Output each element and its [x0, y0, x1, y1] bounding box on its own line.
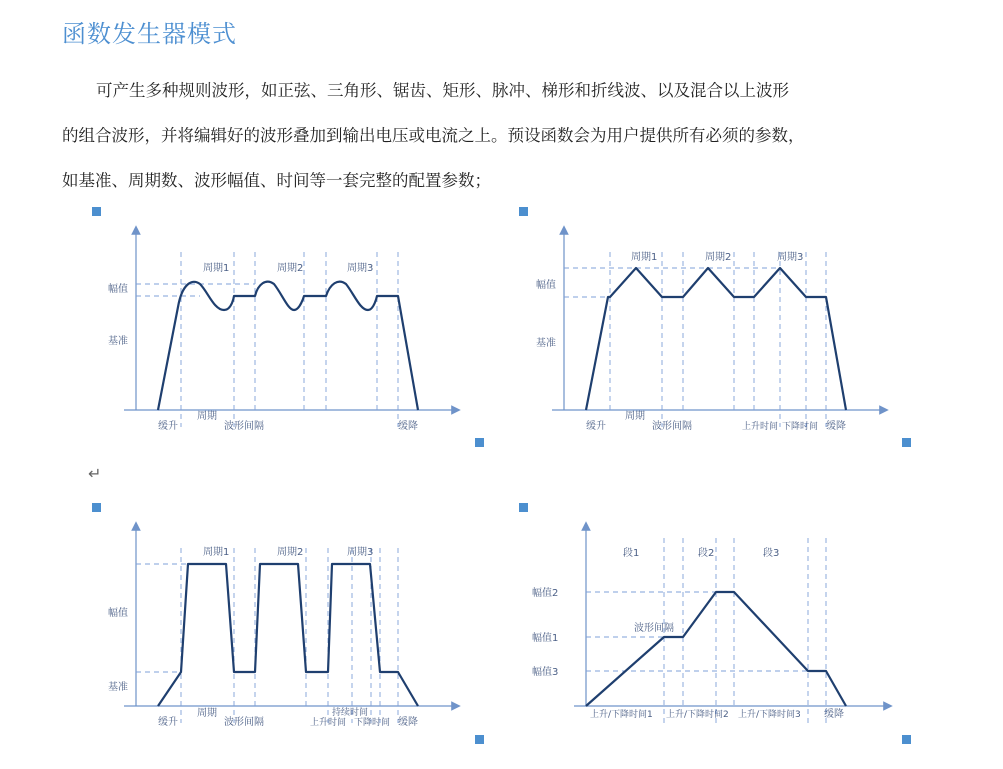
amplitude-label: 幅值: [108, 284, 128, 295]
period-label: 周期: [197, 708, 217, 719]
sine-waveform: [158, 282, 418, 410]
period-2-label: 周期2: [277, 547, 304, 558]
fall-time-label: 下降时间: [354, 718, 391, 728]
rise-fall-time-1-label: 上升/下降时间1: [590, 710, 653, 720]
segment-3-label: 段3: [763, 548, 780, 559]
rise-time-label: 上升时间: [310, 718, 347, 728]
ramp-down-label: 缓降: [398, 717, 418, 728]
paragraph-line-2: 的组合波形，并将编辑好的波形叠加到输出电压或电流之上。预设函数会为用户提供所有必须的参数，: [62, 126, 805, 145]
wave-gap-label: 波形间隔: [224, 421, 264, 432]
paragraph-line-1: 可产生多种规则波形，如正弦、三角形、锯齿、矩形、脉冲、梯形和折线波、以及混合以上波形: [96, 81, 789, 100]
period-1-label: 周期1: [203, 263, 230, 274]
sine-wave-figure: [100, 222, 470, 437]
period-2-label: 周期2: [277, 263, 304, 274]
triangle-wave-figure: [528, 222, 903, 437]
period-3-label: 周期3: [347, 263, 374, 274]
pulse-wave-figure: [100, 518, 470, 733]
rise-time-label: 上升时间: [742, 422, 779, 432]
baseline-label: 基准: [108, 682, 128, 693]
baseline-label: 基准: [536, 338, 556, 349]
rise-fall-time-3-label: 上升/下降时间3: [738, 710, 801, 720]
figure-marker: [519, 503, 528, 512]
amplitude-1-label: 幅值1: [532, 633, 559, 644]
ramp-up-label: 缓升: [586, 421, 606, 432]
figure-marker: [92, 207, 101, 216]
description-paragraph: [62, 68, 962, 203]
amplitude-label: 幅值: [536, 280, 556, 291]
section-title: 函数发生器模式: [62, 20, 237, 48]
ramp-down-label: 缓降: [398, 421, 418, 432]
figure-marker: [902, 735, 911, 744]
figure-marker: [519, 207, 528, 216]
period-3-label: 周期3: [347, 547, 374, 558]
ramp-up-label: 缓升: [158, 717, 178, 728]
figure-marker: [475, 735, 484, 744]
pulse-waveform: [158, 564, 418, 706]
baseline-label: 基准: [108, 336, 128, 347]
wave-gap-label: 波形间隔: [224, 717, 264, 728]
segment-1-label: 段1: [623, 548, 640, 559]
wave-gap-label: 波形间隔: [652, 421, 692, 432]
amplitude-label: 幅值: [108, 608, 128, 619]
paragraph-return-mark: ↵: [88, 464, 102, 483]
period-label: 周期: [625, 411, 645, 422]
segmented-wave-figure: [528, 518, 903, 733]
figure-marker: [475, 438, 484, 447]
period-1-label: 周期1: [203, 547, 230, 558]
ramp-down-label: 缓降: [824, 709, 844, 720]
fall-time-label: 下降时间: [782, 422, 819, 432]
rise-fall-time-2-label: 上升/下降时间2: [666, 710, 729, 720]
period-3-label: 周期3: [777, 252, 804, 263]
figure-marker: [902, 438, 911, 447]
ramp-up-label: 缓升: [158, 421, 178, 432]
period-label: 周期: [197, 411, 217, 422]
triangle-waveform: [586, 268, 846, 410]
figure-marker: [92, 503, 101, 512]
paragraph-line-3: 如基准、周期数、波形幅值、时间等一套完整的配置参数；: [62, 171, 491, 190]
ramp-down-label: 缓降: [826, 421, 846, 432]
amplitude-2-label: 幅值2: [532, 588, 559, 599]
segment-2-label: 段2: [698, 548, 715, 559]
period-2-label: 周期2: [705, 252, 732, 263]
hold-time-label: 持续时间: [332, 708, 369, 718]
amplitude-3-label: 幅值3: [532, 667, 559, 678]
wave-gap-label: 波形间隔: [634, 623, 674, 634]
period-1-label: 周期1: [631, 252, 658, 263]
